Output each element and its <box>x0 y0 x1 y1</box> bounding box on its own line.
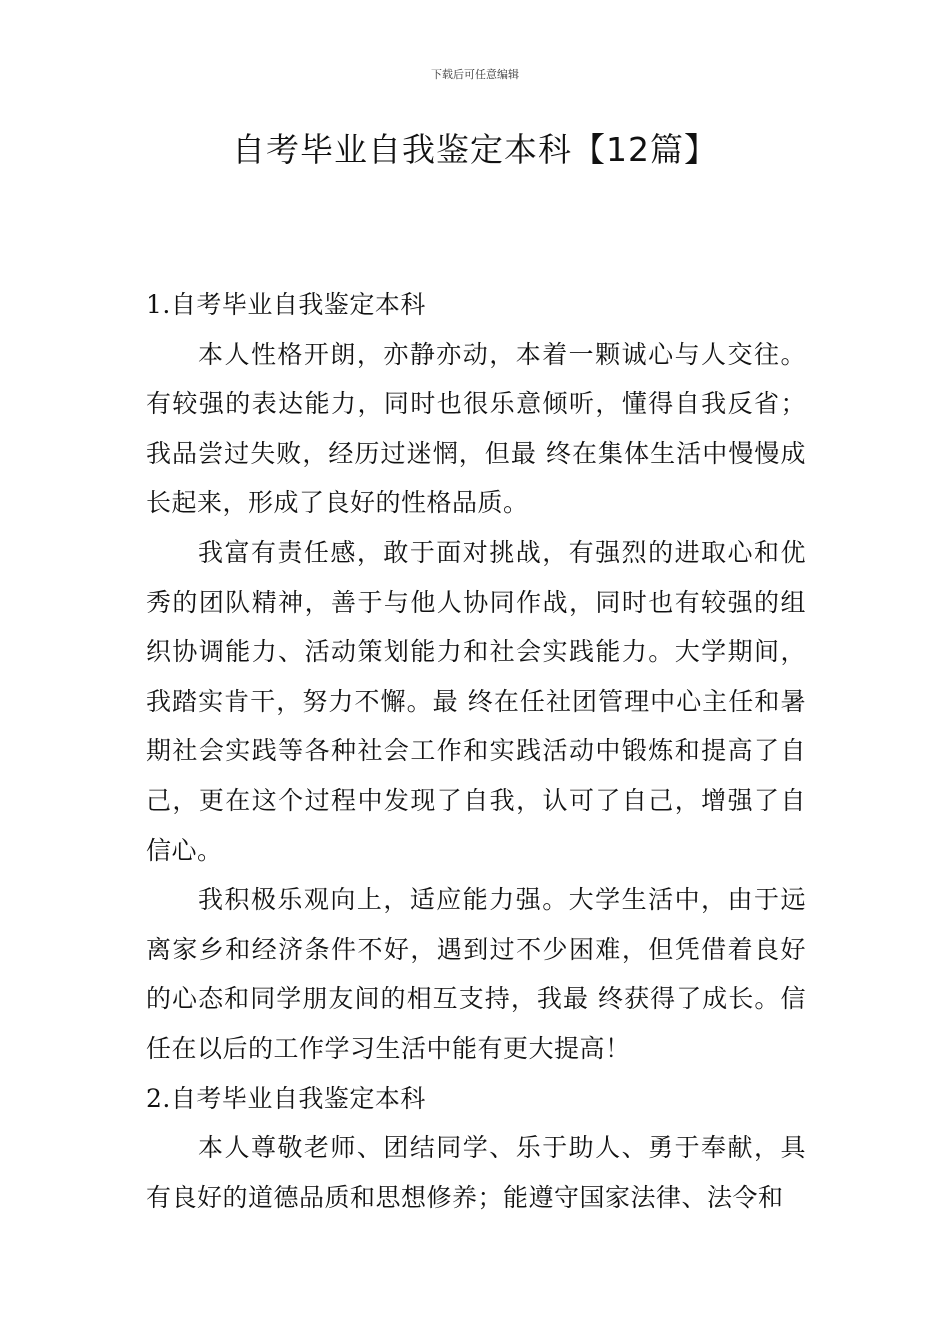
document-title: 自考毕业自我鉴定本科【12篇】 <box>232 130 718 169</box>
section-heading: 1.自考毕业自我鉴定本科 <box>146 290 426 319</box>
section-1 <box>146 280 806 1074</box>
paragraph: 我积极乐观向上，适应能力强。大学生活中，由于远离家乡和经济条件不好，遇到过不少困难，但凭借着良好的心态和同学朋友间的相互支持，我最 终获得了成长。信任在以后的工作学习生活中能有更大提高！ <box>146 885 806 1063</box>
section-2 <box>146 1074 806 1223</box>
paragraph: 本人性格开朗，亦静亦动，本着一颗诚心与人交往。有较强的表达能力，同时也很乐意倾听，懂得自我反省；我品尝过失败，经历过迷惘，但最 终在集体生活中慢慢成长起来，形成了良好的性格品质。 <box>146 339 806 518</box>
section-heading: 2.自考毕业自我鉴定本科 <box>146 1083 426 1113</box>
document-body <box>146 280 806 1222</box>
paragraph: 我富有责任感，敢于面对挑战，有强烈的进取心和优秀的团队精神，善于与他人协同作战，同时也有较强的组织协调能力、活动策划能力和社会实践能力。大学期间，我踏实肯干，努力不懈。最 终在任社团管理中心主任和暑期社会实践等各种社会工作和实践活动中锻炼和提高了自己，更在这个过程中发现了自我，认可了自己，增强了自信心。 <box>146 537 806 865</box>
header-note: 下载后可任意编辑 <box>431 68 519 81</box>
paragraph: 本人尊敬老师、团结同学、乐于助人、勇于奉献，具有良好的道德品质和思想修养；能遵守国家法律、法令和 <box>146 1133 806 1212</box>
